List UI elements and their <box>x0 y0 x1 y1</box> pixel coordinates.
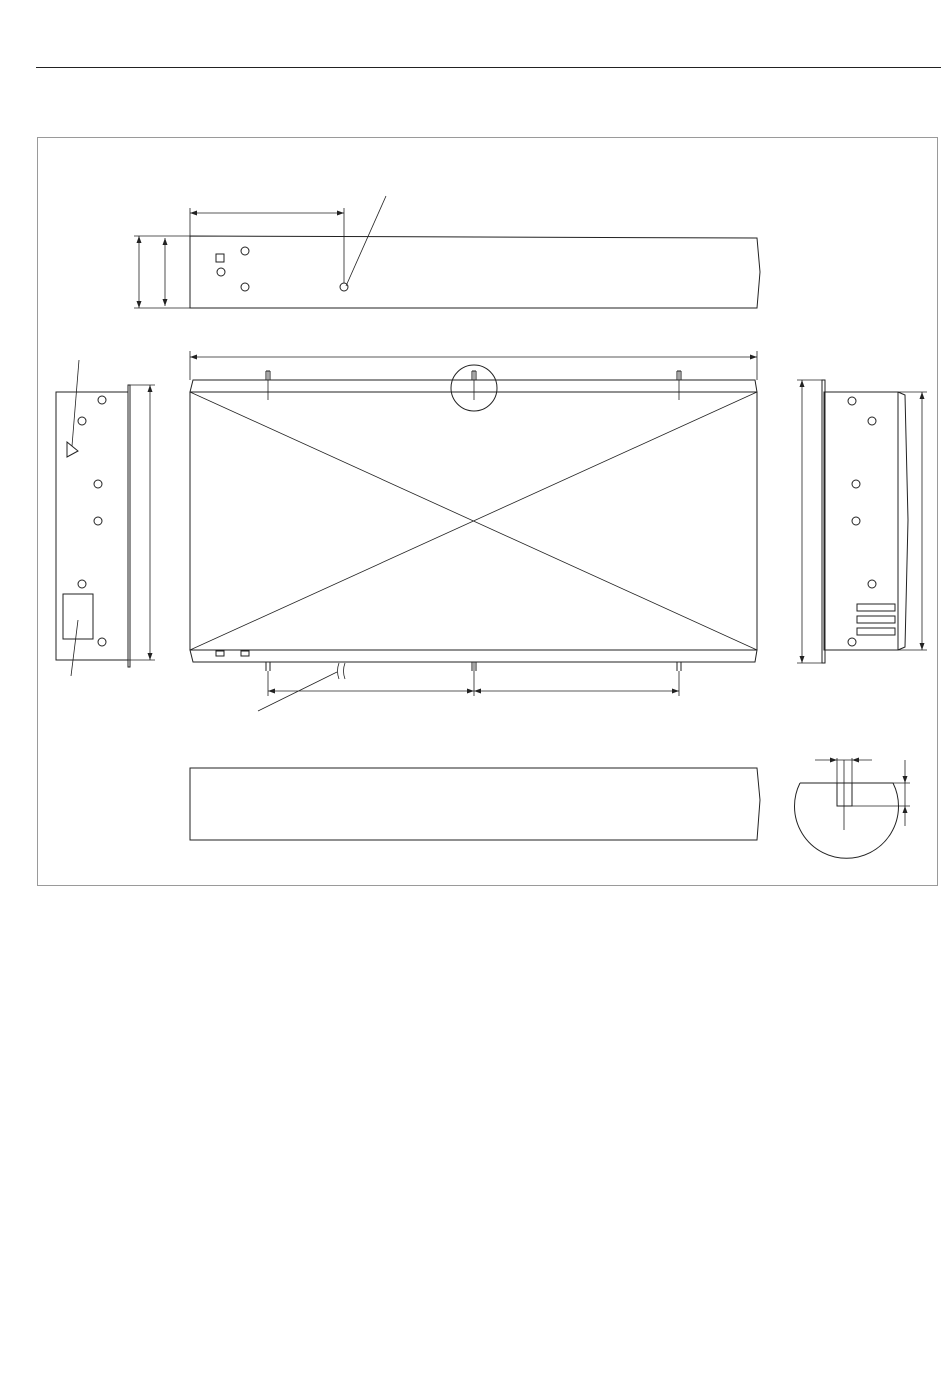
placa-leader <box>71 620 78 676</box>
top-view-hole <box>217 268 225 276</box>
front-notch <box>677 662 681 671</box>
detail-a-arc <box>795 783 899 858</box>
right-view-hole <box>848 397 856 405</box>
top-view-hole <box>241 247 249 255</box>
front-view-bottom-flange <box>190 650 757 662</box>
top-view-outline <box>190 236 760 308</box>
right-side-view <box>797 380 927 663</box>
left-view-hole <box>94 480 102 488</box>
left-view-body <box>56 392 128 660</box>
rotulo-leader <box>72 360 79 446</box>
front-notch <box>266 662 270 671</box>
right-view-hole <box>848 638 856 646</box>
right-view-long-slot <box>857 604 895 611</box>
right-view-hole <box>852 480 860 488</box>
front-view <box>0 0 757 711</box>
rating-plate <box>63 594 93 639</box>
left-view-hole <box>94 517 102 525</box>
left-view-hole <box>78 417 86 425</box>
left-view-hole <box>98 638 106 646</box>
bottom-view <box>190 768 760 840</box>
top-view-hole <box>241 283 249 291</box>
detail-a-view <box>795 758 911 859</box>
right-view-long-slot <box>857 628 895 635</box>
power-cable <box>338 663 346 679</box>
top-view-square <box>216 254 224 262</box>
front-bottom-tab <box>241 651 249 656</box>
bottom-view-outline <box>190 768 760 840</box>
front-view-top-flange <box>190 380 757 392</box>
detail-a-notch <box>837 783 852 806</box>
right-view-edge <box>898 392 908 650</box>
top-view <box>134 196 760 308</box>
left-view-flange <box>128 385 130 667</box>
right-view-hole <box>868 417 876 425</box>
front-bottom-tab <box>216 651 224 656</box>
left-view-hole <box>78 580 86 588</box>
right-view-long-slot <box>857 616 895 623</box>
dim-height-arrows <box>137 236 168 308</box>
left-side-view <box>56 360 155 676</box>
pasatapas-leader <box>346 196 386 286</box>
right-view-hole <box>852 517 860 525</box>
left-view-hole <box>98 396 106 404</box>
right-view-hole <box>868 580 876 588</box>
